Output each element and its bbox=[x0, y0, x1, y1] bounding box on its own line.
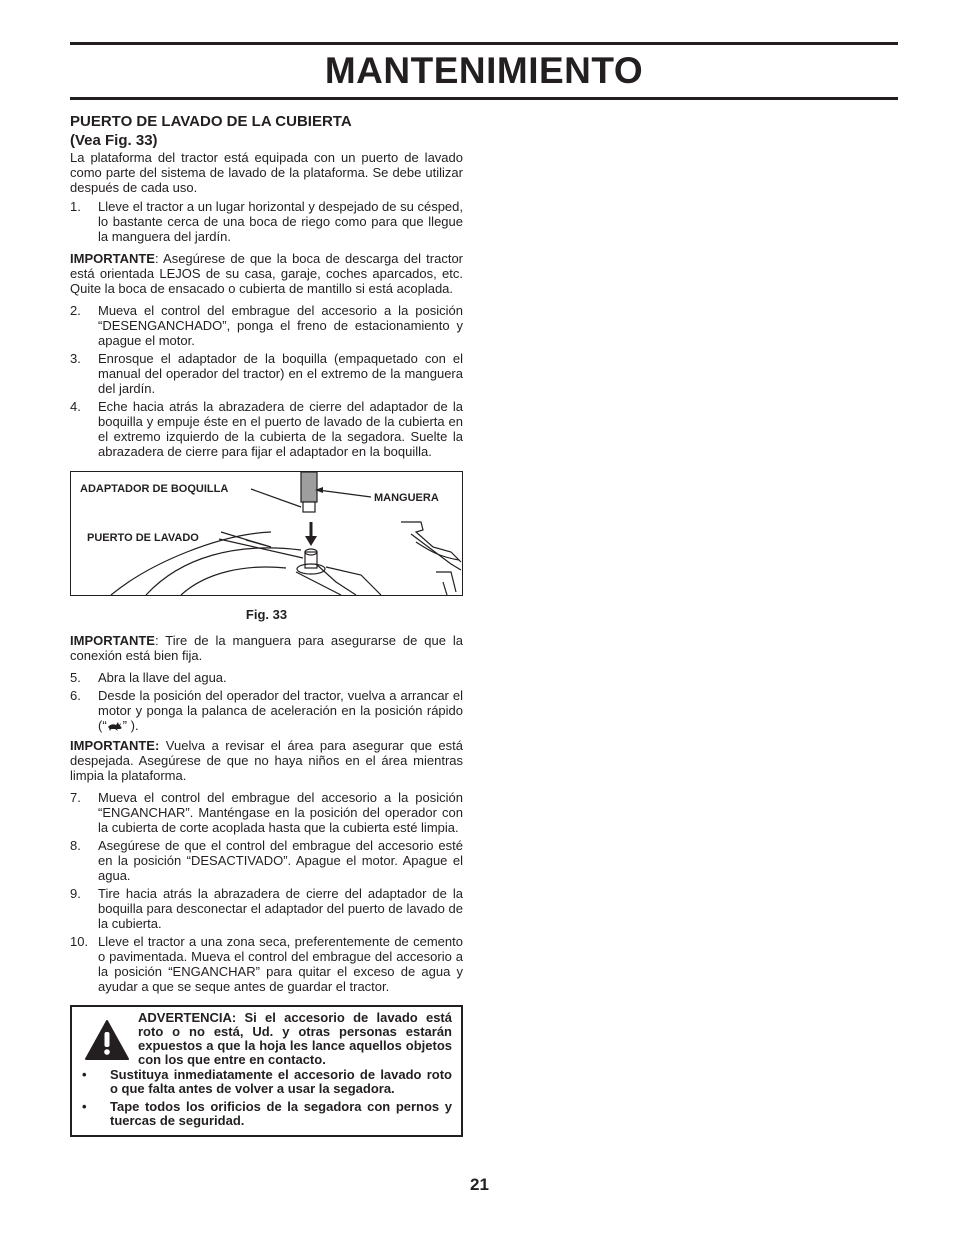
important-label: IMPORTANTE bbox=[70, 251, 155, 266]
important-text: : Tire de la manguera para asegurarse de que la conexión está bien fija. bbox=[70, 633, 463, 663]
step-4 bbox=[70, 399, 463, 459]
important-label: IMPORTANTE bbox=[70, 633, 155, 648]
step-number: 4. bbox=[70, 399, 81, 414]
bullet-text: Sustituya inmediatamente el accesorio de lavado roto o que falta antes de volver a usar la segadora. bbox=[110, 1067, 452, 1096]
figure-33 bbox=[70, 471, 463, 596]
step-text: Mueva el control del embrague del accesorio a la posición “ENGANCHAR”. Manténgase en la posición del operador con la cubierta de corte acoplada hasta que la cubierta esté limpia. bbox=[98, 790, 463, 835]
step-text: Asegúrese de que el control del embrague del accesorio esté en la posición “DESACTIVADO”. Apague el motor. Apague el agua. bbox=[98, 838, 463, 883]
step-1 bbox=[70, 199, 463, 244]
step-2 bbox=[70, 303, 463, 348]
step-number: 9. bbox=[70, 886, 81, 901]
warning-triangle-icon bbox=[84, 1019, 130, 1061]
step-7 bbox=[70, 790, 463, 835]
step-number: 6. bbox=[70, 688, 81, 703]
label-wash-port: PUERTO DE LAVADO bbox=[87, 532, 199, 544]
warning-text: ADVERTENCIA: Si el accesorio de lavado está roto o no está, Ud. y otras personas estarán expuestos a que la hoja les lance aquellos objetos con los que entre en contacto. bbox=[138, 1010, 452, 1067]
step-5 bbox=[70, 670, 463, 685]
warning-bullet-2 bbox=[82, 1100, 452, 1128]
important-note-3 bbox=[70, 738, 463, 783]
step-6 bbox=[70, 688, 463, 733]
important-text: Vuelva a revisar el área para asegurar que está despejada. Asegúrese de que no haya niños en el área mientras limpia la plataforma. bbox=[70, 738, 463, 783]
step-8 bbox=[70, 838, 463, 883]
step-number: 10. bbox=[70, 934, 89, 949]
step-9 bbox=[70, 886, 463, 931]
page-number: 21 bbox=[470, 1175, 489, 1194]
step-text-end: ” ). bbox=[122, 718, 139, 733]
step-text: Tire hacia atrás la abrazadera de cierre del adaptador de la boquilla para desconectar el adaptador del puerto de lavado de la cubierta. bbox=[98, 886, 463, 931]
top-rule bbox=[70, 42, 898, 45]
important-text: : Asegúrese de que la boca de descarga del tractor está orientada LEJOS de su casa, garaje, coches aparcados, etc. Quite la boca de ensacado o cubierta de mantillo si está acoplada. bbox=[70, 251, 463, 296]
page-title: MANTENIMIENTO bbox=[324, 50, 644, 91]
step-number: 1. bbox=[70, 199, 81, 214]
section-upper bbox=[70, 112, 463, 459]
important-note-2 bbox=[70, 633, 463, 663]
step-number: 3. bbox=[70, 351, 81, 366]
important-note-1 bbox=[70, 251, 463, 296]
bullet-marker: • bbox=[82, 1067, 87, 1082]
step-text: Mueva el control del embrague del accesorio a la posición “DESENGANCHADO”, ponga el freno de estacionamiento y apague el motor. bbox=[98, 303, 463, 348]
step-10 bbox=[70, 934, 463, 994]
bullet-marker: • bbox=[82, 1099, 87, 1114]
step-text: Lleve el tractor a un lugar horizontal y despejado de su césped, lo bastante cerca de una boca de riego como para que llegue la manguera del jardín. bbox=[98, 199, 463, 244]
warning-bullet-1 bbox=[82, 1068, 452, 1096]
warning-box bbox=[70, 1005, 463, 1137]
step-3 bbox=[70, 351, 463, 396]
section-lower bbox=[70, 633, 463, 994]
section-subheading: (Vea Fig. 33) bbox=[70, 132, 158, 149]
step-text: Lleve el tractor a una zona seca, preferentemente de cemento o pavimentada. Mueva el control del embrague del accesorio a la posición “ENGANCHAR” para quitar el exceso de agua y ayudar a que se seque antes de guardar el tractor. bbox=[98, 934, 463, 994]
bullet-text: Tape todos los orificios de la segadora con pernos y tuercas de seguridad. bbox=[110, 1099, 452, 1128]
figure-caption: Fig. 33 bbox=[245, 607, 288, 622]
step-number: 2. bbox=[70, 303, 81, 318]
rabbit-fast-icon bbox=[107, 720, 123, 731]
label-hose: MANGUERA bbox=[374, 492, 439, 504]
step-number: 8. bbox=[70, 838, 81, 853]
step-number: 7. bbox=[70, 790, 81, 805]
intro-paragraph: La plataforma del tractor está equipada con un puerto de lavado como parte del sistema de lavado de la plataforma. Se debe utilizar después de cada uso. bbox=[70, 150, 463, 195]
step-text: Desde la posición del operador del tractor, vuelva a arrancar el motor y ponga la palanca de aceleración en la posición rápido (“ bbox=[98, 688, 463, 733]
section-heading: PUERTO DE LAVADO DE LA CUBIERTA bbox=[70, 113, 352, 130]
label-nozzle-adapter: ADAPTADOR DE BOQUILLA bbox=[80, 483, 229, 495]
title-underline bbox=[70, 97, 898, 100]
step-text: Abra la llave del agua. bbox=[98, 670, 227, 685]
step-text: Enrosque el adaptador de la boquilla (empaquetado con el manual del operador del tractor) en el extremo de la manguera del jardín. bbox=[98, 351, 463, 396]
important-label: IMPORTANTE: bbox=[70, 738, 160, 753]
step-text: Eche hacia atrás la abrazadera de cierre del adaptador de la boquilla y empuje éste en el puerto de lavado de la cubierta en el extremo izquierdo de la cubierta de la segadora. Suelte la abrazadera de cierre para fijar el adaptador en la boquilla. bbox=[98, 399, 463, 459]
step-number: 5. bbox=[70, 670, 81, 685]
